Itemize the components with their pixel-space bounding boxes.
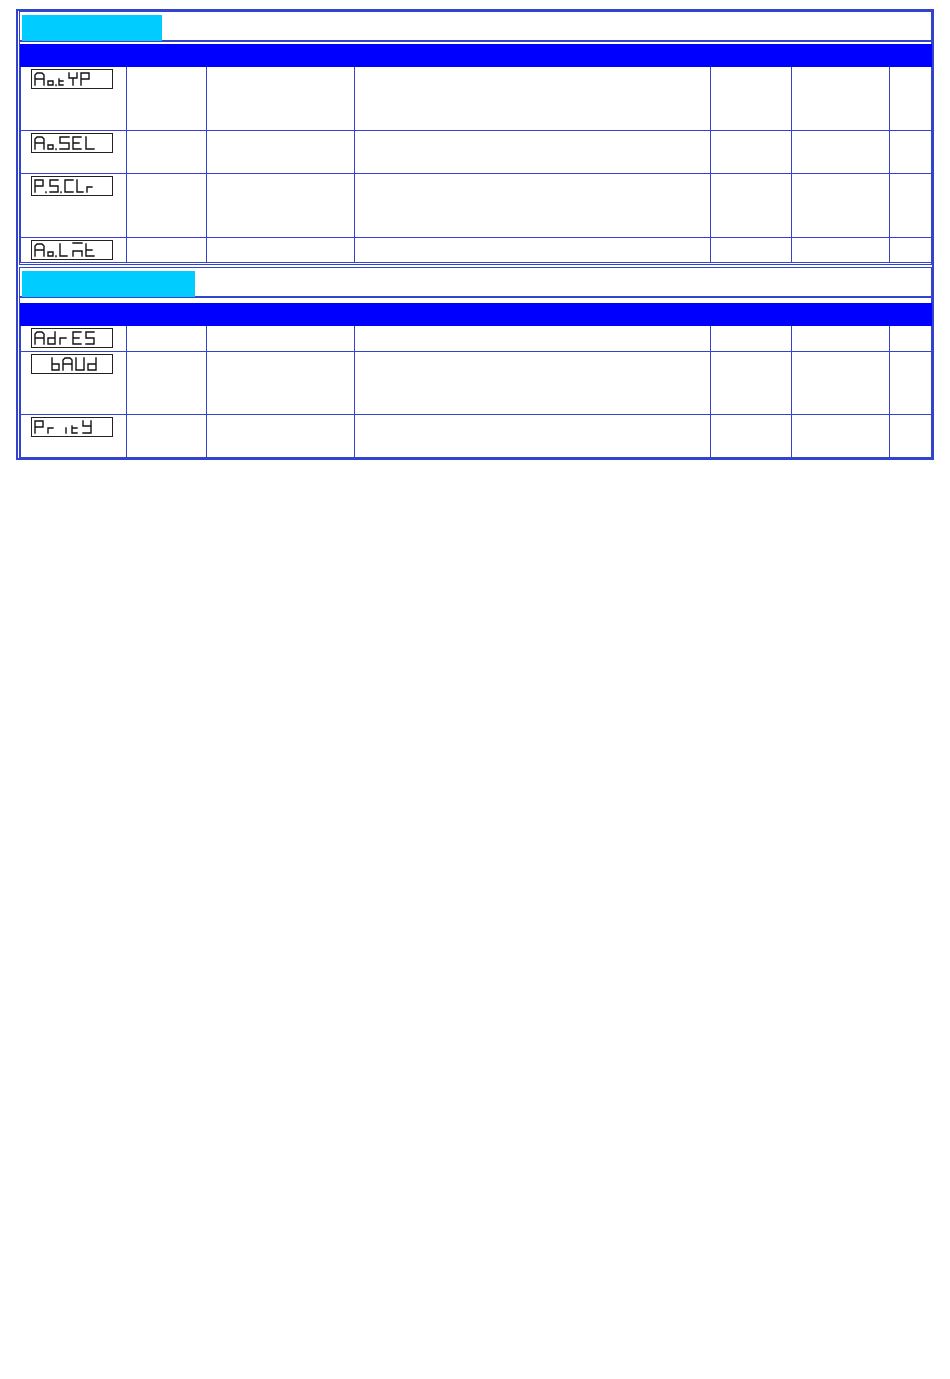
parameter-code-cell	[21, 131, 127, 174]
lcd-code-ao-lmt	[31, 240, 113, 260]
lcd-code-baud	[31, 354, 113, 374]
cell	[792, 415, 890, 459]
column-header	[890, 304, 932, 326]
table-row	[21, 326, 932, 352]
table-header-row	[21, 304, 932, 326]
cell	[207, 352, 355, 415]
column-header	[127, 45, 207, 67]
cell	[792, 131, 890, 174]
lcd-code-ps-clr	[31, 176, 113, 196]
table-header-row	[21, 45, 932, 67]
cell	[207, 238, 355, 263]
cell	[890, 67, 932, 131]
parameter-code-cell	[21, 67, 127, 131]
table-row	[21, 238, 932, 263]
cell	[355, 415, 711, 459]
cell	[127, 238, 207, 263]
cell	[355, 352, 711, 415]
cell	[355, 326, 711, 352]
cell	[127, 415, 207, 459]
cell	[711, 352, 792, 415]
cell	[355, 67, 711, 131]
section-title-tab	[22, 271, 195, 297]
column-header	[890, 45, 932, 67]
cell	[355, 174, 711, 238]
column-header	[21, 45, 127, 67]
column-header	[207, 45, 355, 67]
parameter-code-cell	[21, 238, 127, 263]
parameter-code-cell	[21, 415, 127, 459]
lcd-code-adres	[31, 328, 113, 348]
table-row	[21, 174, 932, 238]
cell	[207, 131, 355, 174]
cell	[792, 174, 890, 238]
column-header	[792, 304, 890, 326]
table-row	[21, 67, 932, 131]
column-header	[355, 304, 711, 326]
column-header	[127, 304, 207, 326]
cell	[127, 174, 207, 238]
cell	[792, 238, 890, 263]
cell	[711, 326, 792, 352]
column-header	[207, 304, 355, 326]
cell	[890, 352, 932, 415]
lcd-code-prity	[31, 417, 113, 437]
cell	[207, 326, 355, 352]
cell	[127, 326, 207, 352]
cell	[890, 238, 932, 263]
column-header	[21, 304, 127, 326]
section-title-bar	[20, 12, 931, 42]
cell	[207, 174, 355, 238]
lcd-code-ao-typ	[31, 69, 113, 89]
cell	[711, 174, 792, 238]
cell	[792, 326, 890, 352]
cell	[890, 174, 932, 238]
cell	[127, 352, 207, 415]
table-row	[21, 352, 932, 415]
section-title-bar	[20, 268, 931, 298]
cell	[207, 415, 355, 459]
parameter-table	[20, 44, 932, 263]
cell	[207, 67, 355, 131]
column-header	[792, 45, 890, 67]
cell	[127, 131, 207, 174]
parameter-table	[20, 303, 932, 459]
cell	[355, 238, 711, 263]
cell	[355, 131, 711, 174]
cell	[127, 67, 207, 131]
table-row	[21, 131, 932, 174]
section-analog-output	[19, 11, 932, 265]
cell	[711, 67, 792, 131]
section-communication	[19, 267, 932, 458]
cell	[711, 131, 792, 174]
parameter-code-cell	[21, 352, 127, 415]
cell	[890, 415, 932, 459]
cell	[792, 352, 890, 415]
parameter-code-cell	[21, 174, 127, 238]
cell	[890, 131, 932, 174]
column-header	[355, 45, 711, 67]
cell	[890, 326, 932, 352]
table-row	[21, 415, 932, 459]
section-title-tab	[22, 15, 162, 41]
parameter-code-cell	[21, 326, 127, 352]
cell	[711, 238, 792, 263]
cell	[711, 415, 792, 459]
column-header	[711, 304, 792, 326]
column-header	[711, 45, 792, 67]
cell	[792, 67, 890, 131]
lcd-code-ao-sel	[31, 133, 113, 153]
